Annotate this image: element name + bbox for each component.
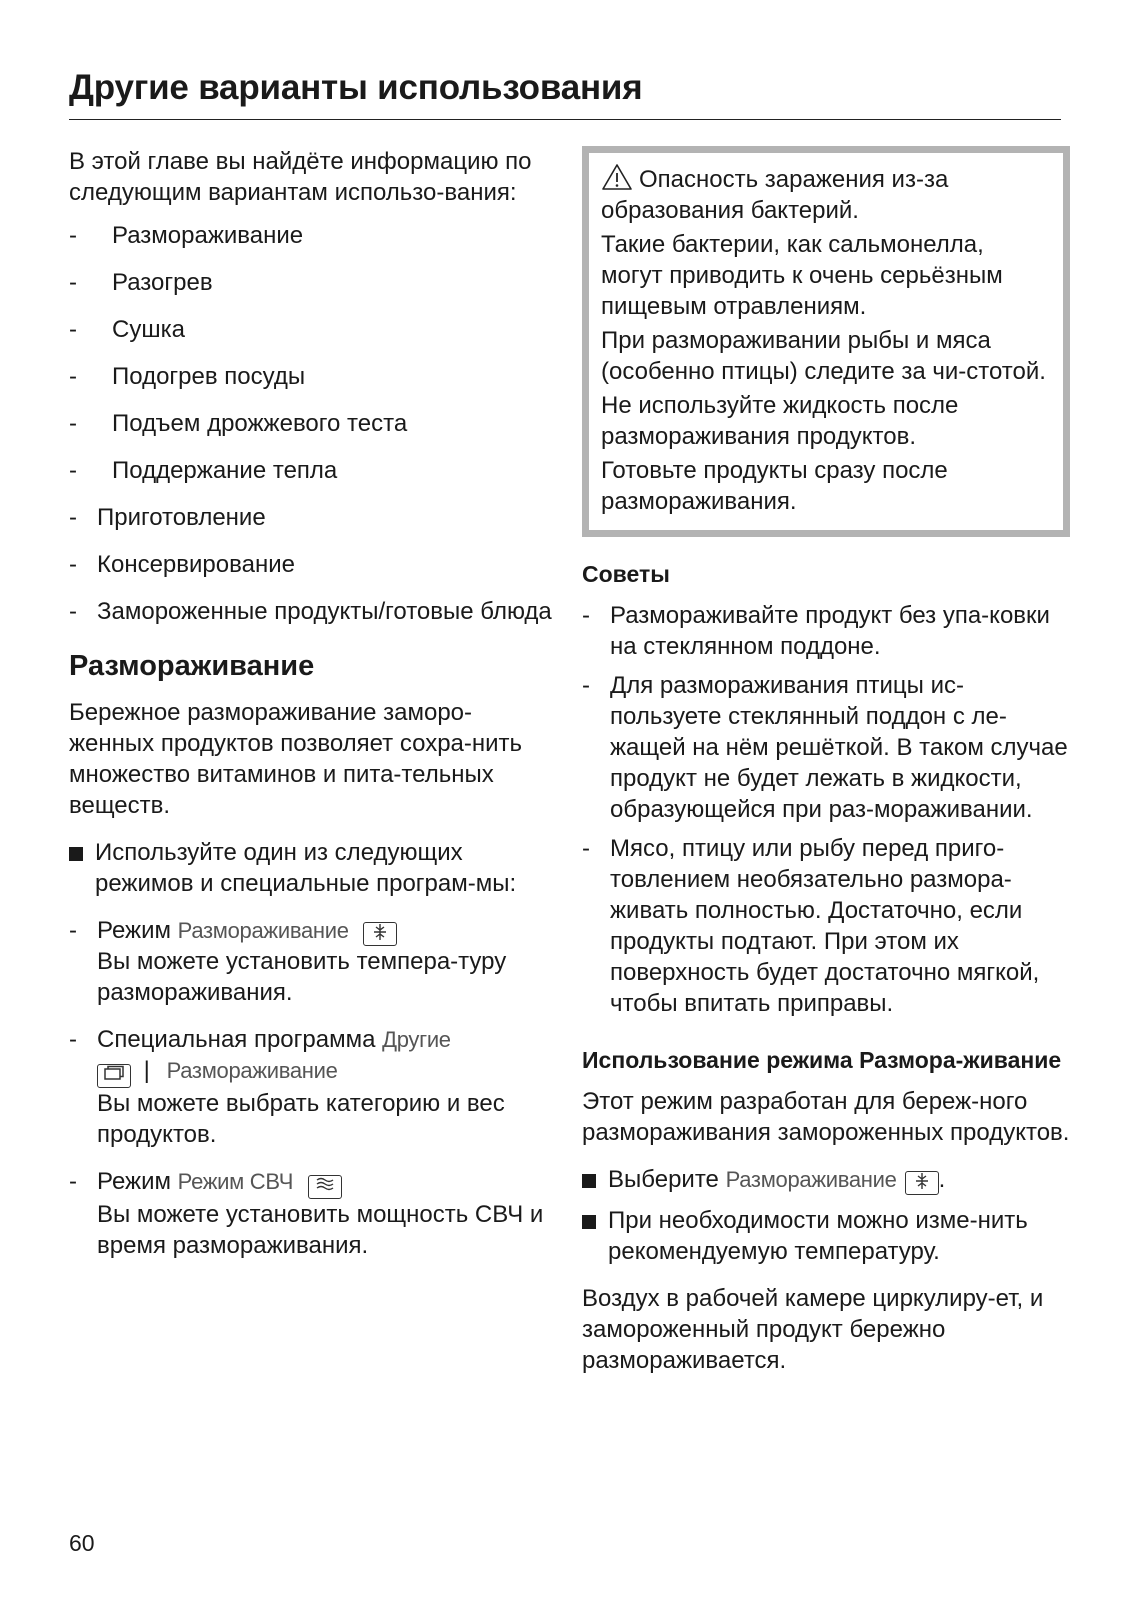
bullet-square-icon	[69, 847, 83, 861]
list-item: - Подогрев посуды	[69, 363, 306, 390]
other-programs-icon	[97, 1064, 131, 1088]
instruction-item: Используйте один из следующих режимов и специальные програм-мы:	[69, 837, 556, 899]
usage-heading: Использование режима Размора-живание	[582, 1047, 1062, 1073]
list-item: - Консервирование	[69, 551, 295, 578]
right-column	[582, 146, 1070, 1376]
tips-list	[582, 600, 1070, 1019]
tips-heading: Советы	[582, 561, 670, 587]
bullet-square-icon	[582, 1215, 596, 1229]
usage-paragraph: Этот режим разработан для береж-ного размораживания замороженных продуктов.	[582, 1088, 1070, 1146]
list-item: - Приготовление	[69, 504, 266, 531]
warning-text: Не используйте жидкость после размораживания продуктов.	[601, 392, 959, 450]
warning-triangle-icon	[601, 163, 633, 191]
microwave-icon	[308, 1175, 342, 1199]
page-number: 60	[69, 1530, 95, 1556]
warning-title: Опасность заражения из-за образования бактерий.	[601, 163, 1051, 226]
usage-closing: Воздух в рабочей камере циркулиру-ет, и замороженный продукт бережно размораживается.	[582, 1285, 1044, 1374]
instruction-item: Выберите Размораживание .	[582, 1164, 1070, 1195]
warning-text: При размораживании рыбы и мяса (особенно птицы) следите за чи-стотой.	[601, 327, 1046, 385]
instruction-item: При необходимости можно изме-нить рекомендуемую температуру.	[582, 1205, 1070, 1267]
mode-name: Размораживание	[166, 1058, 338, 1083]
warning-text: Такие бактерии, как сальмонелла, могут приводить к очень серьёзным пищевым отравлениям.	[601, 231, 1003, 320]
defrost-paragraph: Бережное размораживание заморо-женных продуктов позволяет сохра-нить множество витаминов и пита-тельных веществ.	[69, 699, 523, 819]
defrost-icon	[905, 1171, 939, 1195]
bullet-square-icon	[582, 1174, 596, 1188]
mode-name: Режим СВЧ	[177, 1169, 294, 1194]
list-item: - Сушка	[69, 316, 185, 343]
other-chapters-list	[69, 502, 556, 627]
list-item: - Мясо, птицу или рыбу перед приго-товлением необязательно размора-живать полностью. Достаточно, если продукты подтают. При этом их поверхность будет достаточно мягкой, чтобы впитать приправы.	[582, 835, 1040, 1017]
warning-box	[582, 146, 1070, 537]
warning-text: Готовьте продукты сразу после размораживания.	[601, 457, 948, 515]
defrost-modes-list	[69, 915, 556, 1261]
mode-name: Размораживание	[725, 1167, 897, 1192]
list-item: - Размораживайте продукт без упа-ковки на стеклянном поддоне.	[582, 602, 1050, 660]
defrost-icon	[363, 922, 397, 946]
list-item: - Замороженные продукты/готовые блюда	[69, 598, 552, 625]
usage-steps	[582, 1164, 1070, 1267]
mode-name: Размораживание	[177, 918, 349, 943]
list-item: - Размораживание	[69, 222, 304, 249]
list-item: - Поддержание тепла	[69, 457, 338, 484]
list-item: - Разогрев	[69, 269, 213, 296]
section-heading-defrost: Размораживание	[69, 650, 315, 682]
page-title: Другие варианты использования	[69, 68, 643, 107]
left-column	[69, 146, 556, 1277]
intro-text: В этой главе вы найдёте информацию по следующим вариантам использо-вания:	[69, 148, 532, 206]
list-item: - Подъем дрожжевого теста	[69, 410, 408, 437]
list-item: - Режим Размораживание Вы можете установить темпера-туру размораживания.	[69, 917, 507, 1006]
title-divider	[69, 119, 1061, 120]
usage-options-list	[69, 220, 556, 486]
defrost-instructions	[69, 837, 556, 899]
list-item: - Специальная программа Другие | Размораживание Вы можете выбрать категорию и вес продуктов.	[69, 1026, 505, 1148]
mode-name: Другие	[382, 1027, 451, 1052]
list-item: - Режим Режим СВЧ Вы можете установить мощность СВЧ и время размораживания.	[69, 1168, 544, 1259]
list-item: - Для размораживания птицы ис-пользуете стеклянный поддон с ле-жащей на нём решёткой. В таком случае продукт не будет лежать в жидкости, образующейся при раз-мораживании.	[582, 672, 1068, 823]
